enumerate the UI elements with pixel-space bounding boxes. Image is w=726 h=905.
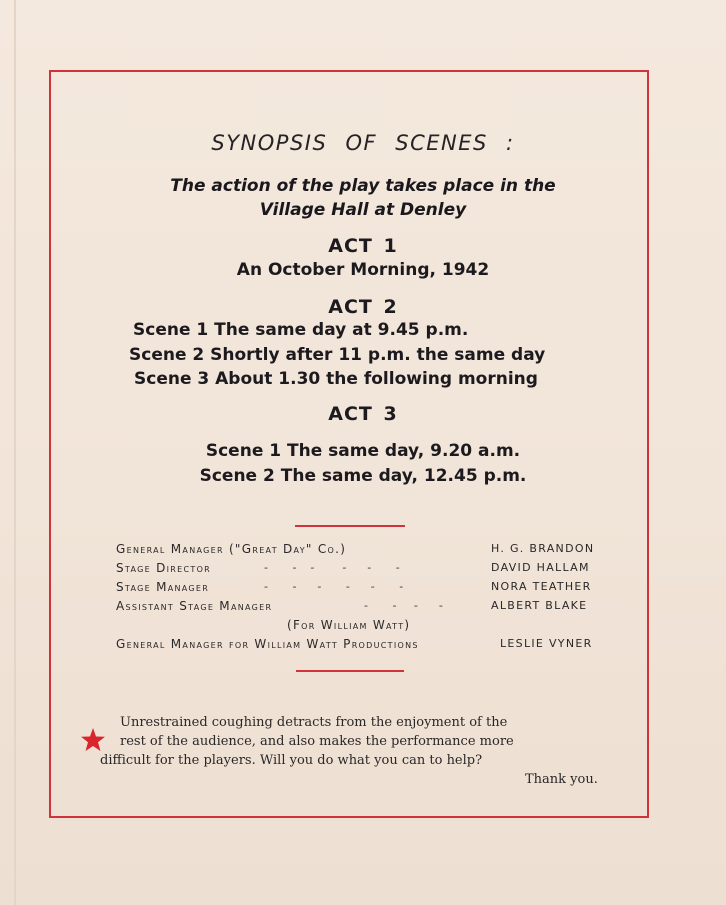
notice-line-2: rest of the audience, and also makes the performance more [120, 734, 514, 749]
setting-line-2: Village Hall at Denley [259, 200, 467, 220]
credit-role: Stage Director [116, 561, 212, 575]
leader-dots: - - - - - - [264, 561, 400, 574]
credit-row [116, 580, 616, 596]
notice-thank-you: Thank you. [525, 772, 598, 787]
credit-name: DAVID HALLAM [491, 561, 590, 574]
act-1-heading: ACT 1 [328, 235, 398, 257]
credit-row [116, 542, 616, 558]
act-2-heading: ACT 2 [328, 296, 398, 318]
credit-row [116, 637, 616, 653]
leader-dots: - - - - - - [264, 580, 404, 593]
credit-role: General Manager for William Watt Productions [116, 637, 419, 651]
credit-role: Assistant Stage Manager [116, 599, 273, 613]
act-1-scene: An October Morning, 1942 [236, 260, 490, 280]
credit-role: General Manager ("Great Day" Co.) [116, 542, 347, 556]
act-3-scene-2: Scene 2 The same day, 12.45 p.m. [199, 466, 527, 486]
synopsis-title: SYNOPSIS OF SCENES : [211, 131, 515, 155]
credit-name: NORA TEATHER [491, 580, 592, 593]
act-2-scene-3: Scene 3 About 1.30 the following morning [134, 369, 538, 389]
credit-role: Stage Manager [116, 580, 210, 594]
act-2-scene-1: Scene 1 The same day at 9.45 p.m. [133, 320, 469, 340]
credit-role: (For William Watt) [287, 618, 411, 632]
credit-row [116, 599, 616, 615]
notice-line-3: difficult for the players. Will you do what you can to help? [100, 753, 483, 768]
leader-dots: - - - - [364, 599, 443, 612]
red-star-icon [80, 727, 106, 753]
divider-rule-top [295, 525, 405, 527]
credit-row [116, 561, 616, 577]
credit-name: LESLIE VYNER [500, 637, 593, 650]
divider-rule-bottom [296, 670, 404, 672]
credit-name: ALBERT BLAKE [491, 599, 588, 612]
notice-line-1: Unrestrained coughing detracts from the enjoyment of the [120, 715, 508, 730]
credit-row [116, 618, 616, 634]
act-2-scene-2: Scene 2 Shortly after 11 p.m. the same day [129, 345, 546, 365]
credit-name: H. G. BRANDON [491, 542, 595, 555]
setting-line-1: The action of the play takes place in the [170, 176, 556, 196]
act-3-heading: ACT 3 [328, 403, 398, 425]
act-3-scene-1: Scene 1 The same day, 9.20 a.m. [205, 441, 521, 461]
